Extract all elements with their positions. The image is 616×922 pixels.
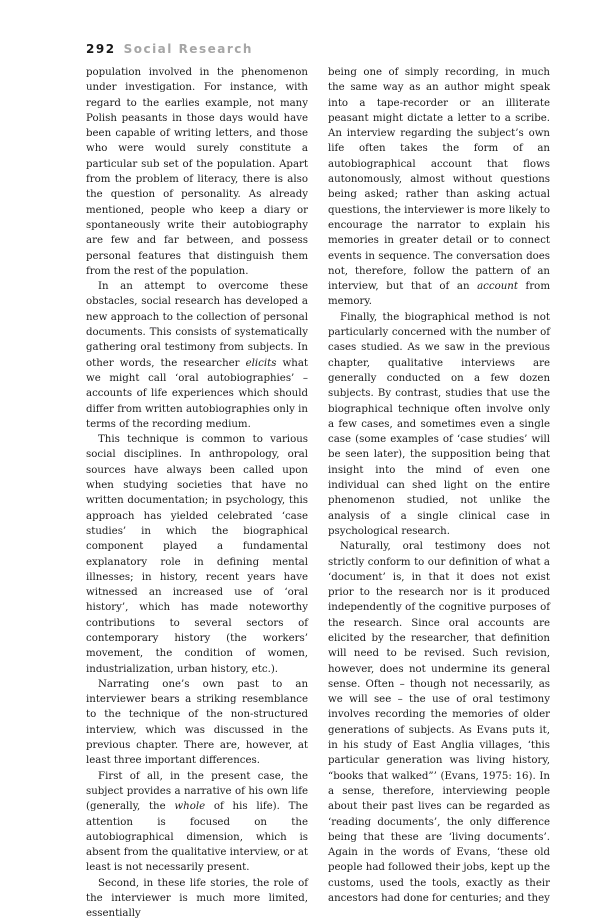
paragraph: In an attempt to overcome these obstacles, social research has developed a new approach to the collection of personal documents. This consists of systematically gathering oral testimony from subjects. In other words, the researcher elicits what we might call ‘oral autobiographies’ – accounts of life experiences which should differ from written autobiographies only in terms of the recording medium. xyxy=(86,281,309,430)
page-number: 292 xyxy=(86,42,116,56)
paragraph: This technique is common to various social disciplines. In anthropology, oral sources have always been called upon when studying societies that have no written documentation; in psychology, this approach has yielded celebrated ‘case studies’ in which the biographical component played a fundamental explanatory role in defining mental illnesses; in history, recent years have witnessed an increased use of ‘oral history’, which has made noteworthy contributions to several sectors of contemporary history (the workers’ movement, the condition of women, industrialization, urban history, etc.). xyxy=(86,434,308,675)
paragraph: Second, in these life stories, the role of the interviewer is much more limited, essentially xyxy=(86,877,308,920)
right-column xyxy=(328,65,550,906)
left-column xyxy=(86,65,308,922)
paragraph: First of all, in the present case, the subject provides a narrative of his own life (generally, the whole of his life). The attention is focused on the autobiographical dimension, which is absent from the qualitative interview, or at least is not necessarily present. xyxy=(86,770,308,874)
paragraph: Finally, the biographical method is not particularly concerned with the number of cases studied. As we saw in the previous chapter, qualitative interviews are generally conducted on a few dozen subjects. By contrast, studies that use the biographical technique often involve only a few cases, and sometimes even a single case (some examples of ‘case studies’ will be seen later), the supposition being that insight into the mind of even one individual can shed light on the entire phenomenon studied, not unlike the analysis of a single clinical case in psychological research. xyxy=(328,311,550,537)
paragraph: Naturally, oral testimony does not strictly conform to our definition of what a ‘document’ is, in that it does not exist prior to the research nor is it produced independently of the cognitive purposes of the research. Since oral accounts are elicited by the researcher, that definition will need to be revised. Such revision, however, does not undermine its general sense. Often – though not necessarily, as we will see – the use of oral testimony involves recording the memories of older generations of subjects. As Evans puts it, in his study of East Anglia villages, ‘this particular generation was living history, “books that walked”’ (Evans, 1975: 16). In a sense, therefore, interviewing people about their past lives can be regarded as ‘reading documents’, the only difference being that these are ‘living documents’. Again in the words of Evans, ‘these old people had followed their jobs, kept up the customs, used the tools, exactly as their ancestors had done for centuries; and they xyxy=(328,541,550,905)
running-title: Social Research xyxy=(123,42,253,56)
running-header xyxy=(86,42,253,56)
paragraph: being one of simply recording, in much the same way as an author might speak into a tape-recorder or an illiterate peasant might dictate a letter to a scribe. An interview regarding the subject’s own life often takes the form of an autobiographical account that flows autonomously, almost without questions being asked; rather than asking actual questions, the interviewer is more likely to encourage the narrator to explain his memories in greater detail or to connect events in sequence. The conversation does not, therefore, follow the pattern of an interview, but that of an account from memory. xyxy=(328,67,550,308)
paragraph: Narrating one’s own past to an interviewer bears a striking resemblance to the technique of the non-structured interview, which was discussed in the previous chapter. There are, however, at least three important differences. xyxy=(86,678,308,767)
paragraph: population involved in the phenomenon under investigation. For instance, with regard to the earlies example, not many Polish peasants in those days would have been capable of writing letters, and those who were would surely constitute a particular sub set of the population. Apart from the problem of literacy, there is also the question of personality. As already mentioned, people who keep a diary or spontaneously write their autobiography are few and far between, and possess personal features that distinguish them from the rest of the population. xyxy=(86,67,308,277)
